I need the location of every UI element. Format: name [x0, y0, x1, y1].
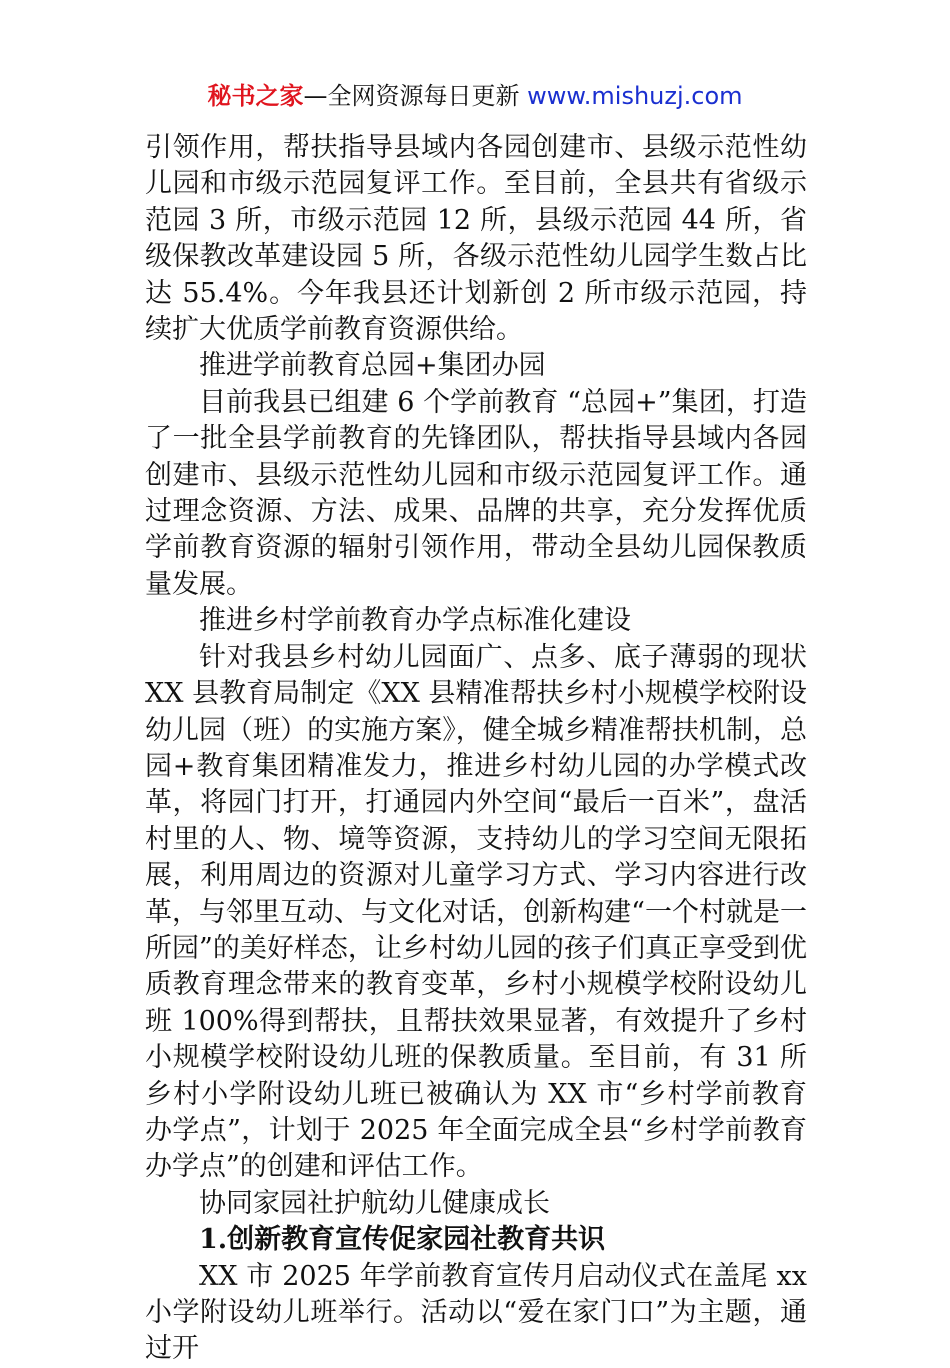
paragraph-1: 引领作用，帮扶指导县域内各园创建市、县级示范性幼儿园和市级示范园复评工作。至目前，全县共有省级示范园 3 所，市级示范园 12 所，县级示范园 44 所，省级保教改革建设园 5 所，各级示范性幼儿园学生数占比达 55.4%。今年我县还计划新创 2 所市级示范园，持续扩大优质学前教育资源供给。 — [145, 132, 807, 346]
section-heading-1: 推进学前教育总园+集团办园 — [199, 350, 546, 382]
section-heading-3: 协同家园社护航幼儿健康成长 — [199, 1187, 550, 1219]
subsection-heading-1: 1.创新教育宣传促家园社教育共识 — [199, 1224, 606, 1256]
paragraph-4: XX 市 2025 年学前教育宣传月启动仪式在盖尾 xx 小学附设幼儿班举行。活动以“爱在家门口”为主题，通过开 — [145, 1260, 807, 1365]
section-heading-2: 推进乡村学前教育办学点标准化建设 — [199, 605, 631, 637]
document-body — [145, 130, 807, 1368]
site-header — [0, 80, 950, 112]
paragraph-3: 针对我县乡村幼儿园面广、点多、底子薄弱的现状 XX 县教育局制定《XX 县精准帮扶乡村小规模学校附设幼儿园（班）的实施方案》，健全城乡精准帮扶机制，总园+教育集团精准发力，推进乡村幼儿园的办学模式改革，将园门打开，打通园内外空间“最后一百米”，盘活村里的人、物、境等资源，支持幼儿的学习空间无限拓展，利用周边的资源对儿童学习方式、学习内容进行改革，与邻里互动、与文化对话，创新构建“一个村就是一所园”的美好样态，让乡村幼儿园的孩子们真正享受到优质教育理念带来的教育变革，乡村小规模学校附设幼儿班 100%得到帮扶，且帮扶效果显著，有效提升了乡村小规模学校附设幼儿班的保教质量。至目前，有 31 所乡村小学附设幼儿班已被确认为 XX 市“乡村学前教育办学点”，计划于 2025 年全面完成全县“乡村学前教育办学点”的创建和评估工作。 — [145, 641, 807, 1183]
site-url-link[interactable]: www.mishuzj.com — [527, 82, 743, 110]
paragraph-2: 目前我县已组建 6 个学前教育 “总园+”集团，打造了一批全县学前教育的先锋团队，帮扶指导县域内各园创建市、县级示范性幼儿园和市级示范园复评工作。通过理念资源、方法、成果、品牌的共享，充分发挥优质学前教育资源的辐射引领作用，带动全县幼儿园保教质量发展。 — [145, 386, 807, 600]
site-tagline: —全网资源每日更新 — [303, 82, 528, 110]
site-brand: 秘书之家 — [207, 82, 304, 110]
